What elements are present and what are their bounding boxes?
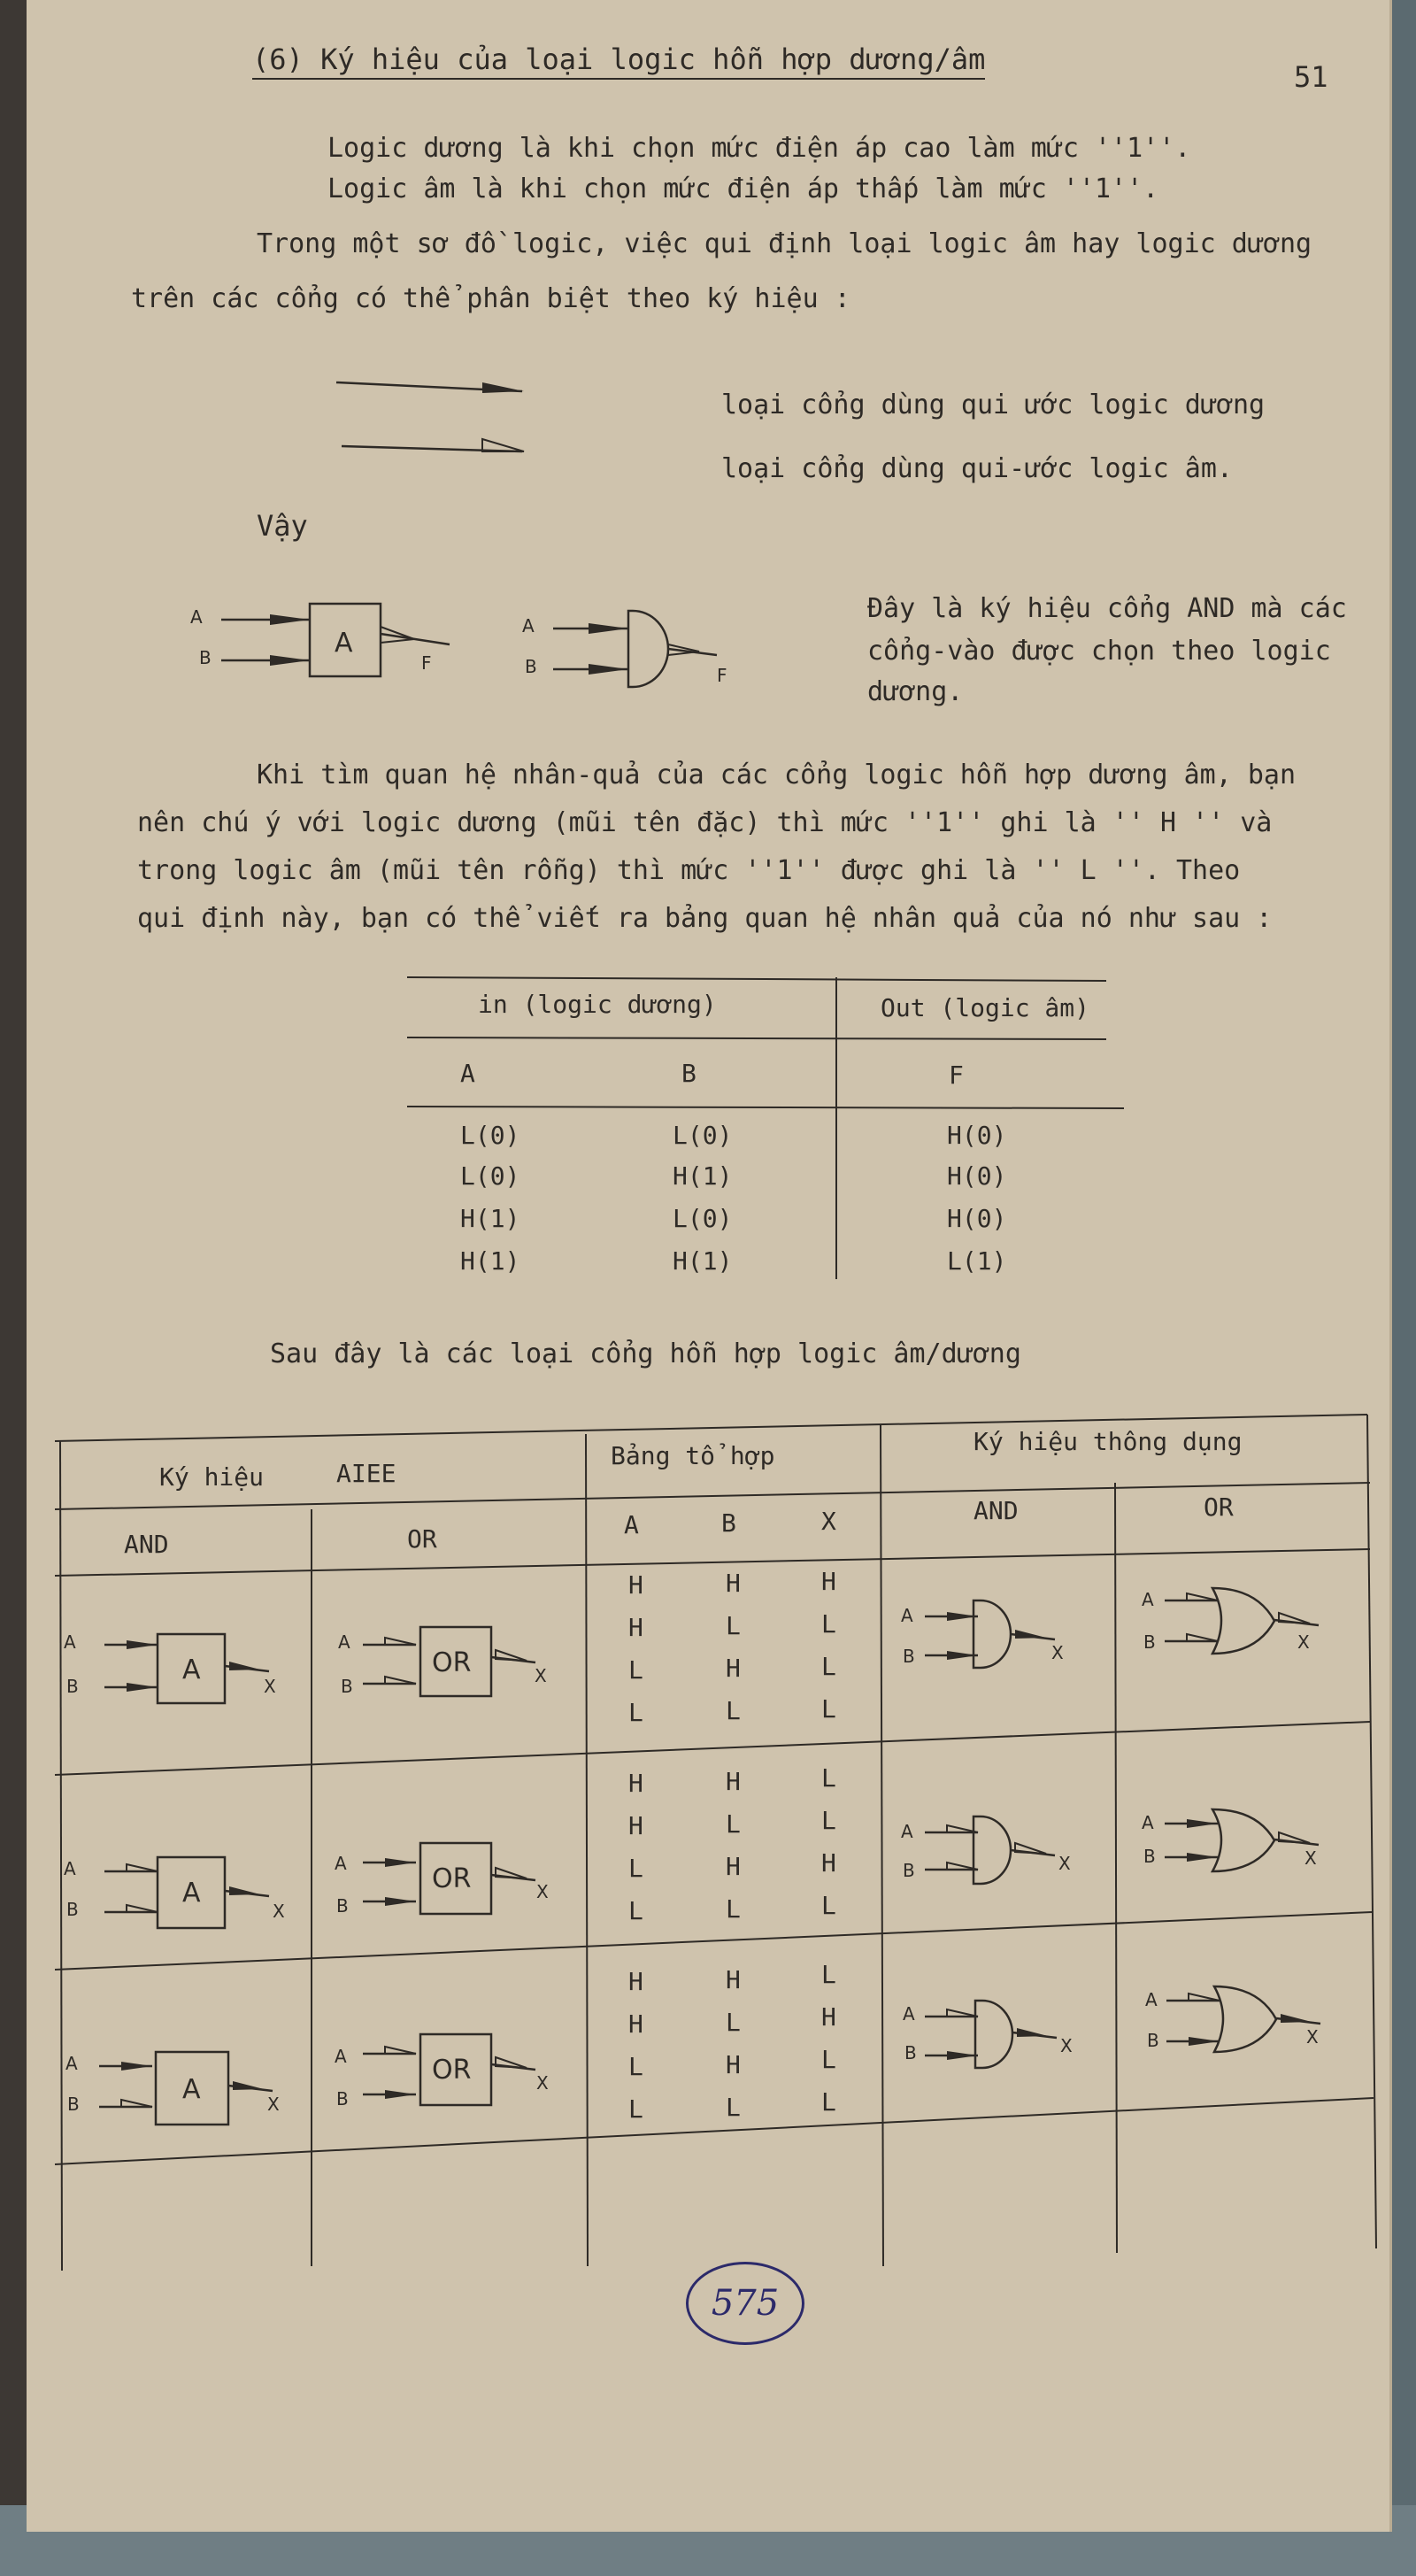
example-output-f-label: F [421,652,432,674]
combo-1-a-1: H [628,1570,643,1600]
legend-hollow-text: loại cổng dùng qui-ước logic âm. [721,453,1233,484]
combo-2-x-4: L [821,1891,836,1920]
gate-in-b-label: B [336,1895,349,1917]
common-or-gate-row3 [1145,1986,1320,2052]
gate-sub-and: AND [124,1530,169,1559]
combo-3-a-2: H [628,2009,643,2039]
combo-2-a-3: L [628,1854,643,1883]
truth-row-2-f: H(0) [947,1161,1007,1191]
common-and-gate-row2 [901,1816,1071,1884]
combo-3-x-1: L [821,1960,836,1989]
gate-sub-a: A [624,1510,639,1539]
combo-1-a-4: L [628,1698,643,1727]
gate-in-b-label: B [903,1646,915,1667]
truth-row-2-a: L(0) [460,1161,520,1191]
combo-1-b-1: H [726,1569,741,1598]
gate-box-label: OR [432,2055,472,2086]
combo-1-b-4: L [726,1696,741,1725]
handwritten-page-number: 575 [686,2262,804,2345]
gate-in-b-label: B [903,1860,915,1881]
example-input-b-label: B [199,647,212,668]
paragraph-line-4: qui định này, bạn có thể viết ra bảng quan hệ nhân quả của nó như sau : [137,903,1273,934]
gate-in-b-label: B [904,2042,917,2063]
aiee-or-gate-row2 [335,1843,549,1917]
combo-3-a-3: L [628,2052,643,2081]
gate-box-label: OR [432,1863,472,1894]
combo-3-b-2: L [726,2008,741,2037]
example2-input-a-label: A [522,615,535,636]
gate-in-a-label: A [338,1631,350,1653]
example2-input-b-label: B [525,656,537,677]
page-number: 51 [1294,60,1328,94]
combo-1-x-2: L [821,1609,836,1639]
gate-out-x-label: X [264,1676,276,1697]
gate-in-b-label: B [1143,1846,1156,1867]
gate-out-x-label: X [1297,1631,1310,1653]
combo-3-a-1: H [628,1967,643,1996]
combo-2-a-2: H [628,1811,643,1840]
combo-2-x-1: L [821,1763,836,1793]
combo-2-b-2: L [726,1809,741,1839]
truth-row-1-b: L(0) [673,1121,733,1150]
gate-out-x-label: X [535,1665,547,1686]
aiee-or-gate-row3 [335,2034,549,2109]
section-heading-text: (6) Ký hiệu của loại logic hỗn hợp dương/âm [252,42,985,80]
gate-out-x-label: X [1060,2035,1073,2056]
combo-3-a-4: L [628,2094,643,2124]
truth-row-4-b: H(1) [673,1246,733,1276]
combo-1-x-1: H [821,1567,836,1596]
gate-in-b-label: B [341,1676,353,1697]
paragraph-line-2: nên chú ý với logic dương (mũi tên đặc) thì mức ''1'' ghi là '' H '' và [137,807,1273,838]
truth-header-in: in (logic dương) [478,990,717,1019]
aiee-and-gate-row2 [64,1857,285,1928]
legend-solid-text: loại cổng dùng qui ước logic dương [721,389,1266,420]
gate-in-b-label: B [67,2094,80,2115]
gate-in-a-label: A [335,1853,347,1874]
combo-1-x-3: L [821,1652,836,1681]
gate-in-a-label: A [901,1821,913,1842]
gate-header-symbol: Ký hiệu [159,1462,265,1492]
combo-3-x-4: L [821,2087,836,2117]
gate-in-a-label: A [1142,1812,1154,1833]
combo-1-b-3: H [726,1654,741,1683]
combo-1-x-4: L [821,1694,836,1724]
truth-row-4-f: L(1) [947,1246,1007,1276]
example-box-label: A [335,628,353,659]
truth-row-3-a: H(1) [460,1204,520,1233]
paragraph-line-1: Khi tìm quan hệ nhân-quả của các cổng logic hỗn hợp dương âm, bạn [257,760,1296,791]
intro-line-2: Logic âm là khi chọn mức điện áp thấp làm mức ''1''. [327,174,1159,204]
example-input-a-label: A [190,606,203,628]
gate-in-a-label: A [65,2053,78,2074]
combo-3-x-2: H [821,2002,836,2032]
gate-in-b-label: B [66,1676,79,1697]
aiee-and-gate-row3 [65,2052,280,2125]
gate-in-a-label: A [1145,1989,1158,2010]
truth-row-4-a: H(1) [460,1246,520,1276]
example2-output-f-label: F [717,665,727,686]
paragraph-line-3: trong logic âm (mũi tên rỗng) thì mức ''1'' được ghi là '' L ''. Theo [137,855,1241,886]
gate-sub-x: X [821,1507,836,1536]
mixed-gates-caption: Sau đây là các loại cổng hỗn hợp logic âm/dương [270,1338,1021,1369]
gate-out-x-label: X [273,1901,285,1922]
gate-description-3: dương. [867,676,964,707]
aiee-or-gate-row1 [338,1627,547,1697]
gate-sub-common-and: AND [974,1496,1019,1525]
combo-3-b-4: L [726,2093,741,2122]
combo-2-b-1: H [726,1767,741,1796]
gate-in-a-label: A [901,1605,913,1626]
combo-2-a-4: L [628,1896,643,1925]
gate-sub-common-or: OR [1204,1492,1234,1522]
truth-row-1-f: H(0) [947,1121,1007,1150]
gate-out-x-label: X [536,2072,549,2094]
aiee-and-gate-row1 [64,1631,276,1703]
common-and-gate-row3 [903,2001,1073,2068]
combo-3-x-3: L [821,2045,836,2074]
combo-3-b-3: H [726,2050,741,2079]
intro-line-4: trên các cổng có thể phân biệt theo ký hiệu : [131,283,850,314]
gate-header-combo: Bảng tổ hợp [611,1441,775,1470]
intro-line-3: Trong một sơ đồ logic, việc qui định loại logic âm hay logic dương [257,228,1312,259]
gate-box-label: A [182,1878,201,1909]
combo-2-x-2: L [821,1806,836,1835]
gate-out-x-label: X [1306,2026,1319,2048]
truth-row-3-b: L(0) [673,1204,733,1233]
gate-in-b-label: B [336,2088,349,2109]
combo-2-x-3: H [821,1848,836,1878]
gate-box-label: A [182,1654,201,1685]
truth-col-a: A [460,1059,475,1088]
combo-1-a-3: L [628,1655,643,1685]
combo-1-a-2: H [628,1613,643,1642]
truth-col-f: F [949,1060,964,1090]
gate-out-x-label: X [267,2094,280,2115]
combo-3-b-1: H [726,1965,741,1994]
truth-row-3-f: H(0) [947,1204,1007,1233]
combo-1-b-2: L [726,1611,741,1640]
combo-2-b-3: H [726,1852,741,1881]
intro-line-1: Logic dương là khi chọn mức điện áp cao làm mức ''1''. [327,133,1191,164]
combo-2-b-4: L [726,1894,741,1924]
gate-in-a-label: A [64,1858,76,1879]
gate-in-b-label: B [1143,1631,1156,1653]
combo-2-a-1: H [628,1769,643,1798]
gate-description-2: cổng-vào được chọn theo logic [867,636,1331,667]
gate-box-label: A [182,2074,201,2105]
gate-box-label: OR [432,1647,472,1678]
truth-row-1-a: L(0) [460,1121,520,1150]
gate-out-x-label: X [536,1881,549,1902]
gate-header-common: Ký hiệu thông dụng [974,1427,1243,1456]
gate-sub-or: OR [407,1524,437,1554]
truth-row-2-b: H(1) [673,1161,733,1191]
gate-out-x-label: X [1051,1642,1064,1663]
gate-in-a-label: A [903,2003,915,2025]
gate-in-b-label: B [66,1899,79,1920]
gate-out-x-label: X [1058,1853,1071,1874]
gate-sub-b: B [721,1508,736,1538]
gate-in-a-label: A [64,1631,76,1653]
vay-label: Vậy [257,509,308,543]
gate-out-x-label: X [1304,1847,1317,1869]
gate-in-a-label: A [335,2046,347,2067]
gate-in-a-label: A [1142,1589,1154,1610]
common-or-gate-row2 [1142,1809,1319,1871]
truth-col-b: B [681,1059,696,1088]
common-or-gate-row1 [1142,1588,1319,1654]
truth-header-out: Out (logic âm) [881,993,1090,1022]
gate-header-aiee: AIEE [336,1459,396,1488]
common-and-gate-row1 [901,1600,1064,1668]
gate-description-1: Đây là ký hiệu cổng AND mà các [867,593,1347,624]
gate-in-b-label: B [1147,2030,1159,2051]
